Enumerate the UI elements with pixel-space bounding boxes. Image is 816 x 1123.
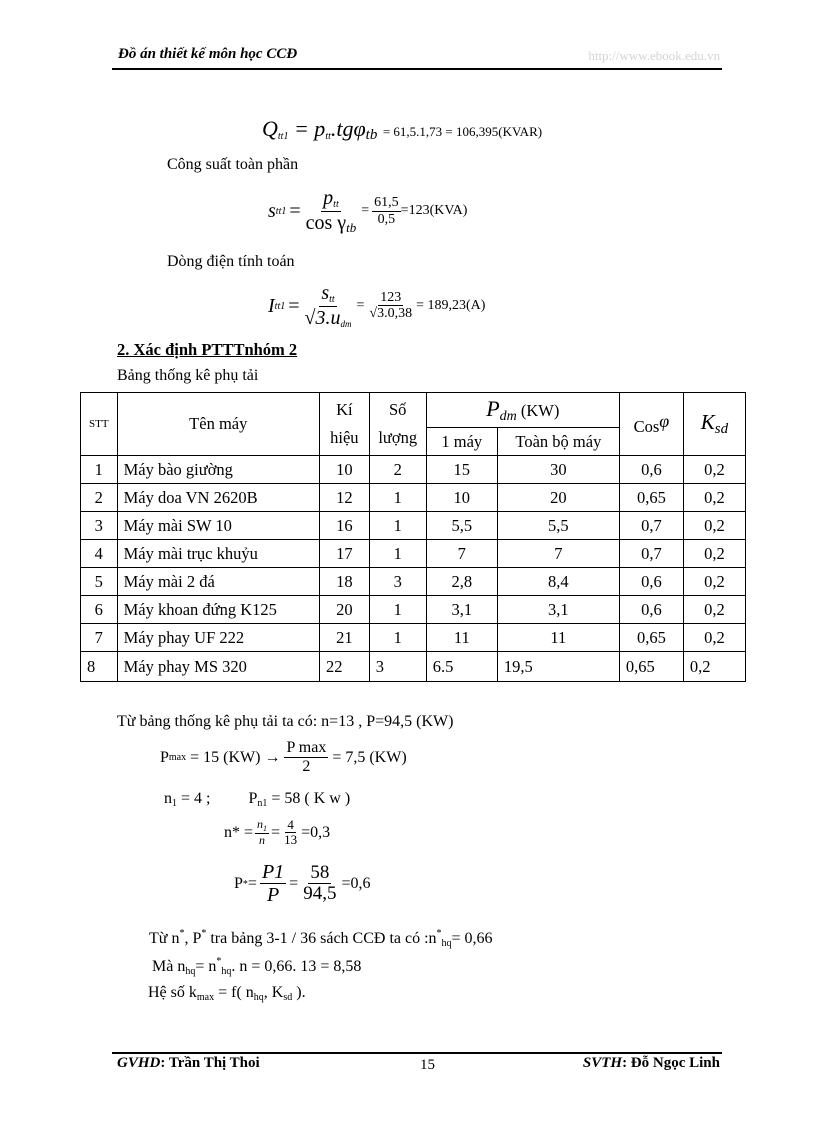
formula-q: $Q_{tt1} = p_{tt}.tg\varphi_{tb} = 61,5.1,73$ = 106,395(KVAR) — [262, 116, 543, 143]
formula-i: I tt1 = $\frac{s_{tt}}{√3.u_{dm}}$ = $\frac{123}{√3.0,38}$ = 189,23(A) — [268, 282, 486, 329]
fraction-i: $\frac{s_{tt}}{√3.u_{dm}}$ — [304, 282, 352, 329]
footer-gvhd: GVHD: Trần Thị Thoi — [117, 1055, 260, 1071]
label-i: Dòng điện tính toán — [167, 253, 295, 270]
header-url[interactable]: http://www.ebook.edu.vn — [588, 48, 720, 63]
footer-svth: SVTH: Đỗ Ngọc Linh — [582, 1055, 720, 1071]
table-row: 4 Máy mài trục khuỷu 17 1 7 7 0,7 0,2 — [81, 540, 746, 568]
fraction-s: $\frac{p_{tt}}{\cos \gamma_{tb}}$ — [305, 187, 357, 235]
formula-pstar: P * = $\frac{P1}{P}$ = $\frac{58}{94,5}$ =0,6 — [234, 861, 371, 906]
calc-line-3: Hệ số $k_{max} = f$( $n_{hq}$, $K_{sd}$ ). — [148, 984, 306, 1003]
formula-n1: $n_1 = 4$ ; $P_{n1} = 58$ ( K w ) — [164, 790, 351, 809]
table-row: 7 Máy phay UF 222 21 1 11 11 0,65 0,2 — [81, 624, 746, 652]
table-row: 8 Máy phay MS 320 22 3 6.5 19,5 0,65 0,2 — [81, 652, 746, 682]
calc-line-2: Mà $n_{hq}= n^*_{hq}$. n = 0,66. 13 = 8,58 — [152, 956, 362, 977]
table-row: 6 Máy khoan đứng K125 20 1 3,1 3,1 0,6 0,2 — [81, 596, 746, 624]
summary-line: Từ bảng thống kê phụ tải ta có: n=13 , P=94,5 (KW) — [117, 713, 454, 730]
formula-s: s tt1 = $\frac{p_{tt}}{\cos \gamma_{tb}}$ = $\frac{61,5}{0,5}$ =123(KVA) — [268, 187, 468, 235]
table-row: 1 Máy bào giường 10 2 15 30 0,6 0,2 — [81, 456, 746, 484]
footer-rule — [112, 1052, 722, 1054]
header-rule — [112, 68, 722, 70]
label-s: Công suất toàn phần — [167, 156, 299, 173]
formula-nstar: n* = $\frac{n_1}{n}$ = $\frac{4}{13}$ =0,3 — [224, 817, 331, 848]
section-heading: 2. Xác định PTTTnhóm 2 — [117, 340, 298, 359]
calc-line-1: Từ n*, P* tra bảng 3-1 / 36 sách CCĐ ta có $:n^*_{hq}= 0,66$ — [149, 928, 493, 949]
table-row: 3 Máy mài SW 10 16 1 5,5 5,5 0,7 0,2 — [81, 512, 746, 540]
table-caption: Bảng thống kê phụ tải — [117, 367, 259, 384]
formula-pmax: P max = 15 (KW) → $\frac{\text{P max}}{2}$ = 7,5 (KW) — [160, 739, 407, 775]
table-row: 2 Máy doa VN 2620B 12 1 10 20 0,65 0,2 — [81, 484, 746, 512]
page-number: 15 — [420, 1057, 435, 1073]
table-header-row: STT Tên máy Kí hiệu Số lượng $P_{dm}$ (KW) Cosφ Ksd — [81, 393, 746, 428]
load-table: STT Tên máy Kí hiệu Số lượng $P_{dm}$ (KW) Cosφ Ksd 1 máy Toàn bộ máy 1 Máy bào giường 10 2 15 30 0,6 0,2 2 Máy doa VN 2620B 12 1 10 20 0,65 0,2 3 Máy mài SW 10 16 1 5,5 5,5 0,7 0,2 4 Máy mài trục khuỷu 17 1 7 7 0,7 0,2 5 Máy mài 2 đá 18 3 2,8 8,4 0,6 0,2 6 Máy khoan đứng K125 20 1 3,1 3,1 0,6 0,2 7 Máy phay UF 222 21 1 11 11 0,65 0,2 8 Máy phay MS 320 22 3 6.5 19,5 0,65 0,2 — [80, 392, 746, 682]
header-title: Đồ án thiết kế môn học CCĐ — [118, 46, 298, 62]
table-row: 5 Máy mài 2 đá 18 3 2,8 8,4 0,6 0,2 — [81, 568, 746, 596]
